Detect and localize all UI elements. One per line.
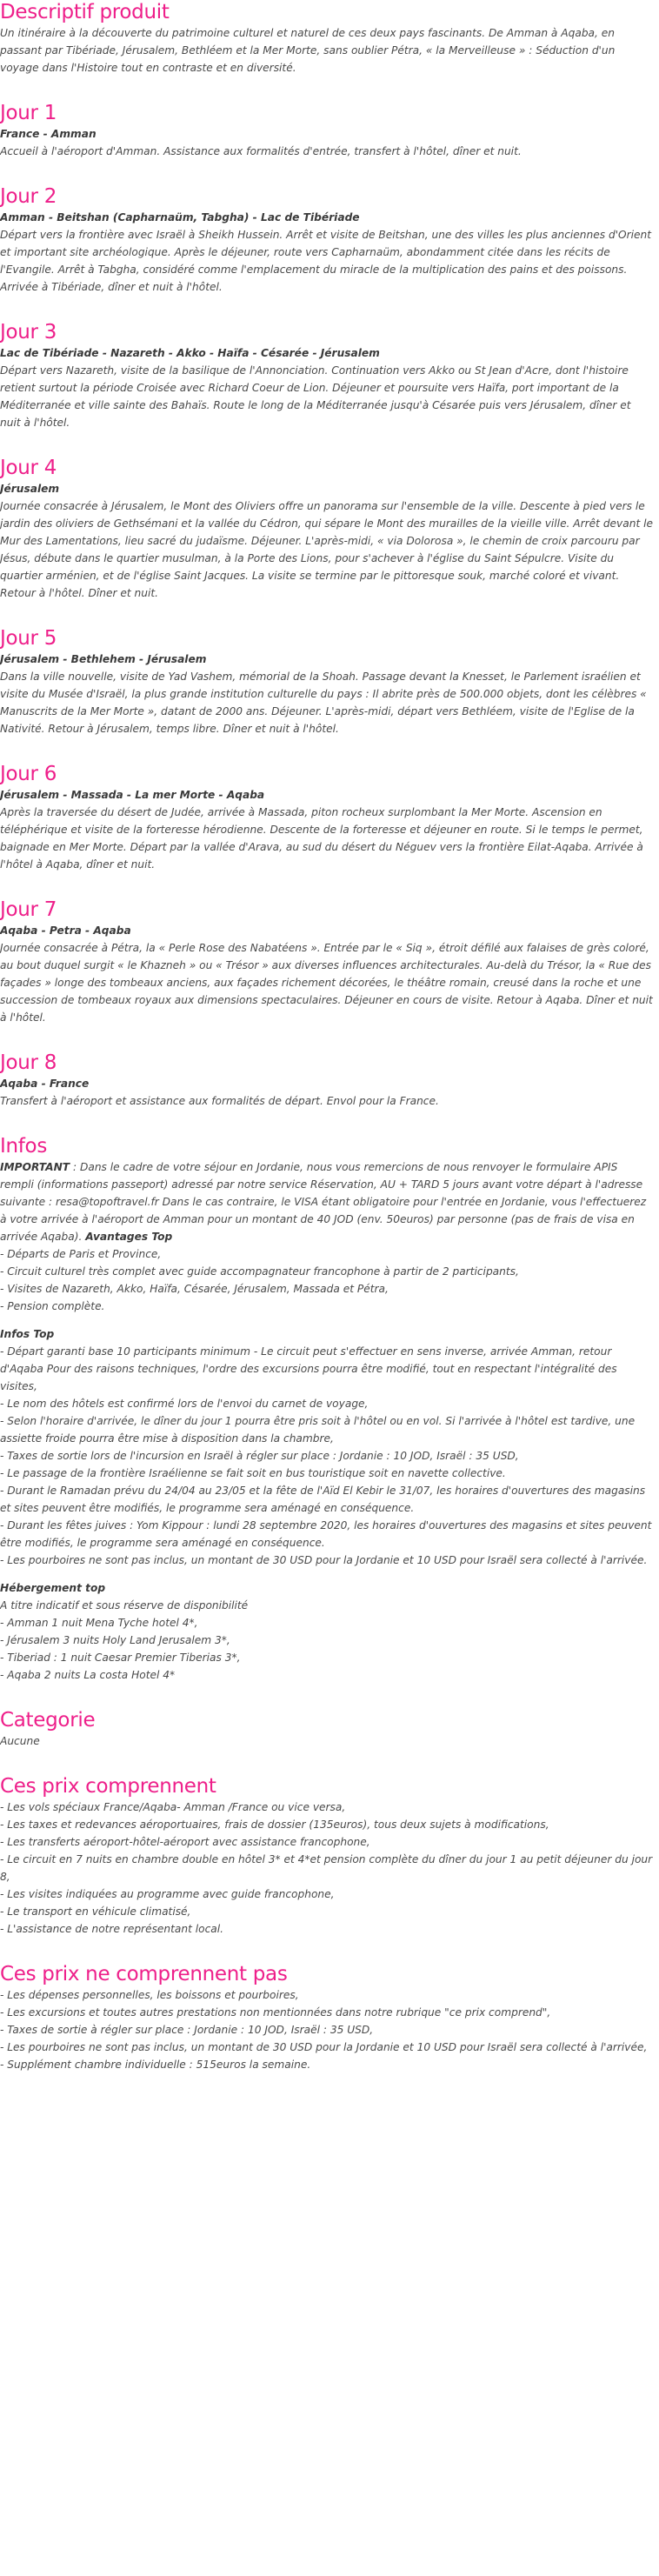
prix-ne-comprennent-title: Ces prix ne comprennent pas xyxy=(0,1963,288,1985)
day-2 xyxy=(0,184,654,296)
day-1 xyxy=(0,101,654,160)
day-subtitle: Jérusalem - Massada - La mer Morte - Aqaba xyxy=(0,789,265,801)
day-subtitle: Aqaba - Petra - Aqaba xyxy=(0,924,131,937)
list-item: - Circuit culturel très complet avec guide accompagnateur francophone à partir de 2 participants, xyxy=(0,1265,519,1278)
prix-ne-comprennent-list xyxy=(0,1986,654,2073)
day-7 xyxy=(0,898,654,1026)
list-item: - Les vols spéciaux France/Aqaba- Amman /France ou vice versa, xyxy=(0,1801,346,1813)
day-text: Après la traversée du désert de Judée, arrivée à Massada, piton rocheux surplombant la Mer Morte. Ascension en téléphérique et visite de la forteresse hérodienne. Descente de la forteresse et déjeuner en route. Si le temps le permet, baignade en Mer Morte. Départ par la vallée d'Arava, au sud du désert du Néguev vers la frontière Eilat-Aqaba. Arrivée à l'hôtel à Aqaba, dîner et nuit. xyxy=(0,806,643,871)
list-item: - Amman 1 nuit Mena Tyche hotel 4*, xyxy=(0,1617,198,1629)
day-title: Jour 8 xyxy=(0,1051,57,1074)
list-item: - Le transport en véhicule climatisé, xyxy=(0,1905,191,1918)
day-text: Journée consacrée à Pétra, la « Perle Rose des Nabatéens ». Entrée par le « Siq », étroit défilé aux falaises de grès coloré, au bout duquel surgit « le Khazneh » ou « Trésor » aux diverses influences architecturales. Au-delà du Trésor, la « Rue des façades » longe des tombeaux anciens, aux façades richement décorées, le théâtre romain, creusé dans la roche et une succession de tombeaux royaux aux dimensions spectaculaires. Déjeuner en cours de visite. Retour à Aqaba. Dîner et nuit à l'hôtel. xyxy=(0,942,653,1024)
day-title: Jour 4 xyxy=(0,457,57,479)
day-subtitle: Jérusalem xyxy=(0,483,60,495)
prix-ne-comprennent-section xyxy=(0,1962,654,2073)
descriptif-section xyxy=(0,0,654,77)
day-title: Jour 6 xyxy=(0,763,57,785)
day-text: Départ vers Nazareth, visite de la basilique de l'Annonciation. Continuation vers Akko ou St Jean d'Acre, dont l'histoire retient surtout la période Croisée avec Richard Coeur de Lion. Déjeuner et poursuite vers Haïfa, port important de la Méditerranée et ville sainte des Bahaïs. Route le long de la Méditerranée jusqu'à Césarée puis vers Jérusalem, dîner et nuit à l'hôtel. xyxy=(0,364,631,429)
day-3 xyxy=(0,320,654,431)
list-item: - Le passage de la frontière Israélienne se fait soit en bus touristique soit en navette collective. xyxy=(0,1467,506,1479)
categorie-title: Categorie xyxy=(0,1709,96,1732)
list-item: - Les excursions et toutes autres prestations non mentionnées dans notre rubrique "ce prix comprend", xyxy=(0,2006,551,2019)
list-item: - Départ garanti base 10 participants minimum - Le circuit peut s'effectuer en sens inverse, arrivée Amman, retour d'Aqaba Pour des raisons techniques, l'ordre des excursions pourra être modifié, tout en respectant l'intégralité des visites, xyxy=(0,1345,617,1392)
list-item: - Les dépenses personnelles, les boissons et pourboires, xyxy=(0,1989,299,2001)
days-list xyxy=(0,101,654,1110)
categorie-text: Aucune xyxy=(0,1735,40,1747)
prix-comprennent-list xyxy=(0,1799,654,1938)
list-item: - Les pourboires ne sont pas inclus, un montant de 30 USD pour la Jordanie et 10 USD pour Israël sera collecté à l'arrivée, xyxy=(0,2041,648,2053)
list-item: - Les visites indiquées au programme avec guide francophone, xyxy=(0,1888,335,1900)
list-item: - Les taxes et redevances aéroportuaires, frais de dossier (135euros), tous deux sujets à modifications, xyxy=(0,1819,549,1831)
prix-comprennent-section xyxy=(0,1774,654,1938)
list-item: - Visites de Nazareth, Akko, Haïfa, Césarée, Jérusalem, Massada et Pétra, xyxy=(0,1283,389,1295)
infos-top-label: Infos Top xyxy=(0,1328,55,1340)
list-item: - Pension complète. xyxy=(0,1300,105,1312)
day-text: Transfert à l'aéroport et assistance aux formalités de départ. Envol pour la France. xyxy=(0,1095,439,1107)
descriptif-title: Descriptif produit xyxy=(0,1,170,23)
list-item: - Taxes de sortie à régler sur place : Jordanie : 10 JOD, Israël : 35 USD, xyxy=(0,2024,374,2036)
day-subtitle: Jérusalem - Bethlehem - Jérusalem xyxy=(0,653,207,665)
list-item: - Durant le Ramadan prévu du 24/04 au 23/05 et la fête de l'Aïd El Kebir le 31/07, les horaires d'ouvertures des magasins et sites peuvent être modifiés, le programme sera aménagé en conséquence. xyxy=(0,1485,646,1514)
day-subtitle: Amman - Beitshan (Capharnaüm, Tabgha) - Lac de Tibériade xyxy=(0,211,360,224)
day-subtitle: Lac de Tibériade - Nazareth - Akko - Haïfa - Césarée - Jérusalem xyxy=(0,347,380,359)
list-item: - L'assistance de notre représentant local. xyxy=(0,1923,224,1935)
prix-comprennent-title: Ces prix comprennent xyxy=(0,1775,216,1798)
day-subtitle: Aqaba - France xyxy=(0,1078,90,1090)
hebergement-label: Hébergement top xyxy=(0,1582,106,1594)
infos-top-list xyxy=(0,1343,654,1569)
list-item: - Durant les fêtes juives : Yom Kippour : lundi 28 septembre 2020, les horaires d'ouvertures des magasins et sites peuvent être modifiés, le programme sera aménagé en conséquence. xyxy=(0,1519,652,1549)
day-subtitle: France - Amman xyxy=(0,128,97,140)
infos-section xyxy=(0,1134,654,1684)
day-6 xyxy=(0,762,654,873)
day-title: Jour 7 xyxy=(0,898,57,921)
descriptif-text: Un itinéraire à la découverte du patrimoine culturel et naturel de ces deux pays fascinants. De Amman à Aqaba, en passant par Tibériade, Jérusalem, Bethléem et la Mer Morte, sans oublier Pétra, « la Merveilleuse » : Séduction d'un voyage dans l'Histoire tout en contraste et en diversité. xyxy=(0,27,616,74)
day-text: Accueil à l'aéroport d'Amman. Assistance aux formalités d'entrée, transfert à l'hôtel, dîner et nuit. xyxy=(0,145,522,157)
avantages-list xyxy=(0,1245,654,1315)
list-item: - Selon l'horaire d'arrivée, le dîner du jour 1 pourra être pris soit à l'hôtel ou en vol. Si l'arrivée à l'hôtel est tardive, une assiette froide pourra être mise à disposition dans la chambre, xyxy=(0,1415,636,1445)
list-item: - Le nom des hôtels est confirmé lors de l'envoi du carnet de voyage, xyxy=(0,1398,369,1410)
day-text: Départ vers la frontière avec Israël à Sheikh Hussein. Arrêt et visite de Beitshan, une des villes les plus anciennes d'Orient et important site archéologique. Après le déjeuner, route vers Capharnaüm, abondamment citée dans les récits de l'Evangile. Arrêt à Tabgha, considéré comme l'emplacement du miracle de la multiplication des pains et des poissons. Arrivée à Tibériade, dîner et nuit à l'hôtel. xyxy=(0,229,652,293)
day-title: Jour 3 xyxy=(0,321,57,344)
list-item: A titre indicatif et sous réserve de disponibilité xyxy=(0,1599,249,1612)
list-item: - Le circuit en 7 nuits en chambre double en hôtel 3* et 4*et pension complète du dîner du jour 1 au petit déjeuner du jour 8, xyxy=(0,1853,653,1883)
day-title: Jour 1 xyxy=(0,102,57,124)
infos-title: Infos xyxy=(0,1135,48,1158)
list-item: - Supplément chambre individuelle : 515euros la semaine. xyxy=(0,2059,311,2071)
list-item: - Tiberiad : 1 nuit Caesar Premier Tiberias 3*, xyxy=(0,1652,241,1664)
list-item: - Taxes de sortie lors de l'incursion en Israël à régler sur place : Jordanie : 10 JOD, Israël : 35 USD, xyxy=(0,1450,519,1462)
day-text: Dans la ville nouvelle, visite de Yad Vashem, mémorial de la Shoah. Passage devant la Knesset, le Parlement israélien et visite du Musée d'Israël, la plus grande institution culturelle du pays : Il abrite près de 500.000 objets, dont les célèbres « Manuscrits de la Mer Morte », datant de 2000 ans. Déjeuner. L'après-midi, départ vers Bethléem, visite de l'Eglise de la Nativité. Retour à Jérusalem, temps libre. Dîner et nuit à l'hôtel. xyxy=(0,671,647,735)
list-item: - Jérusalem 3 nuits Holy Land Jerusalem 3*, xyxy=(0,1634,230,1646)
day-title: Jour 2 xyxy=(0,185,57,208)
list-item: - Les transferts aéroport-hôtel-aéroport avec assistance francophone, xyxy=(0,1836,370,1848)
important-paragraph xyxy=(0,1158,654,1245)
important-label: IMPORTANT xyxy=(0,1161,70,1173)
important-text: : Dans le cadre de votre séjour en Jordanie, nous vous remercions de nous renvoyer le formulaire APIS rempli (informations passeport) adressé par notre service Réservation, AU + TARD 5 jours avant votre départ à l'adresse suivante : resa@topoftravel.fr Dans le cas contraire, le VISA étant obligatoire pour l'entrée en Jordanie, vous l'effectuerez à votre arrivée à l'aéroport de Amman pour un montant de 40 JOD (env. 50euros) par personne (pas de frais de visa en arrivée Aqaba). xyxy=(0,1161,647,1243)
day-4 xyxy=(0,456,654,602)
list-item: - Aqaba 2 nuits La costa Hotel 4* xyxy=(0,1669,176,1681)
list-item: - Départs de Paris et Province, xyxy=(0,1248,162,1260)
day-title: Jour 5 xyxy=(0,627,57,650)
hebergement-list xyxy=(0,1597,654,1684)
day-5 xyxy=(0,626,654,737)
day-text: Journée consacrée à Jérusalem, le Mont des Oliviers offre un panorama sur l'ensemble de la ville. Descente à pied vers le jardin des oliviers de Gethsémani et la vallée du Cédron, qui sépare le Mont des murailles de la vieille ville. Arrêt devant le Mur des Lamentations, lieu sacré du judaïsme. Déjeuner. L'après-midi, « via Dolorosa », le chemin de croix parcouru par Jésus, débute dans le quartier musulman, à la Porte des Lions, pour s'achever à l'église du Saint Sépulcre. Visite du quartier arménien, et de l'église Saint Jacques. La visite se termine par le pittoresque souk, marché coloré et vivant. Retour à l'hôtel. Dîner et nuit. xyxy=(0,500,653,599)
avantages-label: Avantages Top xyxy=(85,1231,173,1243)
list-item: - Les pourboires ne sont pas inclus, un montant de 30 USD pour la Jordanie et 10 USD pour Israël sera collecté à l'arrivée. xyxy=(0,1554,648,1566)
day-8 xyxy=(0,1051,654,1110)
categorie-section xyxy=(0,1708,654,1750)
